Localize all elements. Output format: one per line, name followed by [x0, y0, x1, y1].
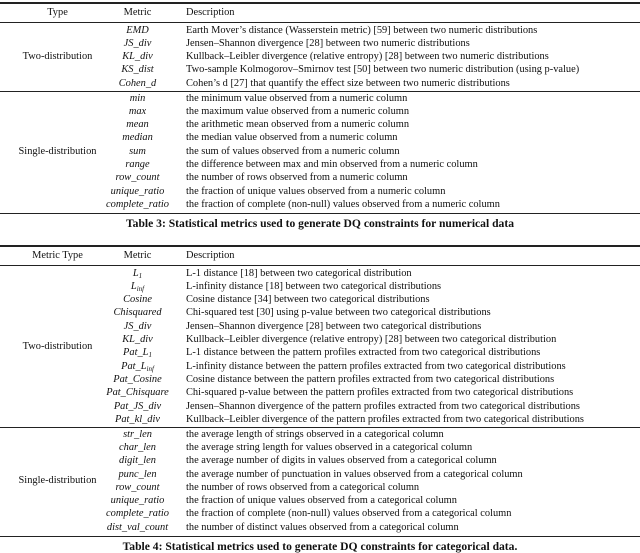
metric-description: Cosine distance [34] between two categorical distributions	[186, 294, 430, 306]
metric-description: Cosine distance between the pattern profiles extracted from two categorical distributions	[186, 373, 555, 385]
metric-base: punc_len	[118, 468, 157, 480]
metric-base: KL_div	[122, 334, 153, 345]
metric-name	[95, 118, 180, 131]
metric-base: row_count	[115, 172, 160, 184]
metric-base: min	[129, 92, 146, 104]
metric-description: Two-sample Kolmogorov–Smirnov test [50] between two numeric distribution (using p-value)	[186, 64, 580, 76]
metric-base: Pat_L	[121, 360, 147, 372]
metric-name	[95, 373, 180, 386]
metric-description: the median value observed from a numeric column	[186, 132, 398, 144]
metric-description: L-infinity distance between the pattern profiles extracted from two categorical distributions	[186, 360, 566, 372]
table-row	[0, 386, 640, 399]
table-row	[0, 494, 640, 507]
header-type: Metric Type	[32, 249, 83, 261]
metric-base: complete_ratio	[106, 508, 169, 520]
metric-description: the fraction of complete (non-null) values observed from a categorical column	[186, 508, 512, 520]
metric-description: the fraction of unique values observed from a numeric column	[186, 185, 446, 197]
metric-base: max	[128, 105, 147, 117]
metric-name	[95, 131, 180, 144]
header-type: Type	[47, 6, 68, 18]
metric-description: the arithmetic mean observed from a numeric column	[186, 119, 410, 131]
table-row	[0, 171, 640, 184]
table-row	[0, 441, 640, 454]
header-metric: Metric	[123, 6, 152, 18]
metric-description: the fraction of unique values observed from a categorical column	[186, 495, 457, 507]
metric-base: unique_ratio	[110, 495, 165, 507]
group-label: Two-distribution	[22, 340, 93, 352]
metric-base: Pat_kl_div	[114, 413, 160, 425]
metric-description: the fraction of complete (non-null) values observed from a numeric column	[186, 198, 500, 210]
metric-description: Kullback–Leibler divergence of the pattern profiles extracted from two categorical distributions	[186, 413, 584, 425]
metric-description: the number of distinct values observed from a categorical column	[186, 521, 459, 533]
metric-description: the number of rows observed from a categorical column	[186, 481, 420, 493]
metric-name	[95, 507, 180, 520]
metric-name	[95, 428, 180, 441]
metric-description: Jensen–Shannon divergence of the pattern profiles extracted from two categorical distributions	[186, 400, 580, 412]
metric-description: the average length of strings observed in a categorical column	[186, 428, 444, 440]
table-row	[0, 360, 640, 373]
table-row	[0, 118, 640, 131]
table-row	[0, 507, 640, 520]
metric-base: str_len	[123, 428, 152, 440]
metric-description: the sum of values observed from a numeric column	[186, 145, 400, 157]
metric-base: L	[132, 267, 139, 279]
metric-base: Pat_Cosine	[113, 373, 162, 385]
metric-subscript: 1	[148, 351, 152, 360]
metric-description: the average number of digits in values observed from a categorical column	[186, 455, 497, 467]
metric-base: JS_div	[123, 320, 152, 332]
metric-base: char_len	[119, 441, 156, 453]
table-row	[0, 131, 640, 144]
metric-name	[95, 441, 180, 454]
metric-base: dist_val_count	[106, 521, 169, 533]
table-row	[0, 92, 640, 105]
metric-name	[95, 413, 180, 426]
metric-base: row_count	[115, 481, 160, 493]
metric-subscript: inf	[136, 284, 145, 293]
metric-name	[95, 158, 180, 171]
metric-base: complete_ratio	[106, 198, 169, 210]
metric-description: Cohen’s d [27] that quantify the effect size between two numeric distributions	[186, 77, 510, 89]
metric-name	[95, 92, 180, 105]
metric-name	[95, 494, 180, 507]
table-row	[0, 306, 640, 319]
header-description: Description	[186, 6, 235, 18]
table-row	[0, 185, 640, 198]
metric-name	[95, 185, 180, 198]
table-row	[0, 24, 640, 37]
table-row	[0, 454, 640, 467]
metric-base: Pat_JS_div	[113, 400, 162, 412]
metric-base: unique_ratio	[110, 185, 165, 197]
metric-description: the number of rows observed from a numeric column	[186, 172, 408, 184]
metric-name	[95, 521, 180, 534]
top-rule	[0, 2, 640, 4]
table-row	[0, 373, 640, 386]
metric-description: Chi-squared p-value between the pattern profiles extracted from two categorical distributions	[186, 387, 574, 399]
header-description: Description	[186, 249, 235, 261]
metric-description: Kullback–Leibler divergence (relative entropy) [28] between two categorical distribution	[186, 334, 557, 345]
metric-base: KS_dist	[121, 64, 154, 76]
metric-base: EMD	[126, 24, 149, 36]
top-rule	[0, 245, 640, 247]
metric-description: L-1 distance [18] between two categorical distribution	[186, 267, 412, 279]
metric-base: range	[125, 159, 150, 170]
table-row	[0, 400, 640, 413]
metric-base: L	[130, 280, 137, 292]
metric-name	[95, 24, 180, 37]
group-label: Two-distribution	[22, 51, 93, 63]
table-caption: Table 4: Statistical metrics used to generate DQ constraints for categorical data.	[122, 539, 518, 553]
metric-description: Jensen–Shannon divergence [28] between two categorical distributions	[186, 320, 482, 332]
metric-description: L-infinity distance [18] between two categorical distributions	[186, 280, 442, 292]
metric-subscript: 1	[138, 271, 143, 280]
metric-description: Jensen–Shannon divergence [28] between two numeric distributions	[186, 37, 470, 49]
table-row	[0, 37, 640, 50]
bottom-rule	[0, 213, 640, 215]
table-row	[0, 198, 640, 211]
metric-name	[95, 386, 180, 399]
table-row	[0, 63, 640, 76]
metric-description: Kullback–Leibler divergence (relative entropy) [28] between two numeric distributions	[186, 51, 549, 63]
metric-description: the difference between max and min observed from a numeric column	[186, 159, 478, 170]
metric-name	[95, 400, 180, 413]
metric-description: the maximum value observed from a numeric column	[186, 105, 410, 117]
table-row	[0, 77, 640, 90]
table-row	[0, 293, 640, 306]
table-row	[0, 267, 640, 280]
header-row	[0, 249, 640, 262]
metric-base: Chisquared	[113, 307, 162, 319]
metric-base: median	[122, 132, 153, 144]
table-row	[0, 280, 640, 293]
metric-base: KL_div	[122, 51, 153, 63]
metric-base: digit_len	[119, 455, 156, 467]
metric-name	[95, 320, 180, 333]
bottom-rule	[0, 536, 640, 538]
metric-name	[95, 198, 180, 211]
metric-name	[95, 171, 180, 184]
metric-description: Chi-squared test [30] using p-value between two categorical distributions	[186, 307, 491, 319]
table-caption: Table 3: Statistical metrics used to generate DQ constraints for numerical data	[125, 216, 515, 230]
metric-name	[95, 105, 180, 118]
table-row	[0, 428, 640, 441]
metric-description: the average number of punctuation in values observed from a categorical column	[186, 468, 523, 480]
metric-name	[95, 306, 180, 319]
metric-description: Earth Mover’s distance (Wasserstein metric) [59] between two numeric distributions	[186, 24, 538, 36]
metric-base: Cohen_d	[118, 77, 157, 89]
metric-subscript: inf	[146, 364, 154, 373]
metric-base: JS_div	[123, 37, 152, 49]
metric-base: mean	[126, 119, 149, 131]
metric-description: the minimum value observed from a numeric column	[186, 92, 408, 104]
header-row	[0, 6, 640, 19]
metric-name	[95, 77, 180, 90]
metric-base: Cosine	[123, 294, 152, 306]
metric-name	[95, 293, 180, 306]
table-row	[0, 320, 640, 333]
header-metric: Metric	[123, 249, 152, 261]
metric-name	[95, 63, 180, 76]
table-row	[0, 521, 640, 534]
metric-base: Pat_Chisquare	[106, 387, 169, 399]
table-row	[0, 158, 640, 171]
metric-base: sum	[129, 145, 146, 157]
metric-base: Pat_L	[123, 347, 149, 359]
group-label: Single-distribution	[18, 145, 97, 157]
table-row	[0, 413, 640, 426]
metric-description: the average string length for values observed in a categorical column	[186, 441, 473, 453]
table-row	[0, 105, 640, 118]
metric-name	[95, 37, 180, 50]
metric-name	[95, 454, 180, 467]
metric-description: L-1 distance between the pattern profiles extracted from two categorical distributions	[186, 347, 541, 359]
group-label: Single-distribution	[18, 475, 97, 487]
